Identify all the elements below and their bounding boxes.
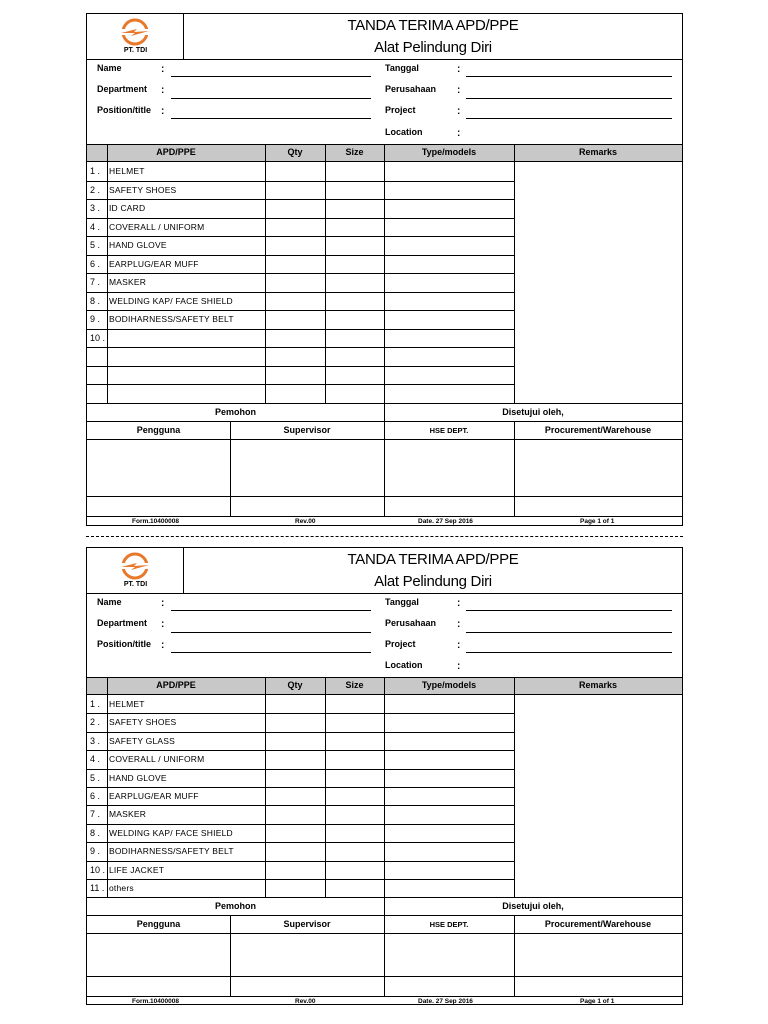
item-number: 7 . — [90, 809, 101, 820]
name-field-label: Name — [97, 597, 122, 607]
form-header — [87, 548, 682, 594]
item-name: LIFE JACKET — [109, 864, 165, 875]
item-qty-cell[interactable] — [265, 329, 325, 348]
perusahaan-field-colon: : — [457, 619, 461, 630]
item-qty-cell[interactable] — [265, 769, 325, 787]
col-divider — [325, 677, 326, 897]
location-field-label: Location — [385, 660, 423, 670]
procurement-signature-box[interactable] — [515, 934, 682, 976]
item-number: 5 . — [90, 772, 101, 783]
item-type-cell[interactable] — [384, 861, 514, 879]
item-qty-cell[interactable] — [265, 292, 325, 311]
item-qty-cell[interactable] — [265, 255, 325, 274]
item-qty-cell[interactable] — [265, 861, 325, 879]
project-field-colon: : — [457, 640, 461, 651]
item-type-cell[interactable] — [384, 162, 514, 181]
form-subtitle: Alat Pelindung Diri — [374, 573, 492, 590]
name-field-colon: : — [161, 64, 165, 75]
perusahaan-field-input[interactable] — [466, 98, 672, 99]
footer-revision: Rev.00 — [295, 518, 316, 525]
position-field-label: Position/title — [97, 639, 151, 649]
item-qty-cell[interactable] — [265, 750, 325, 768]
position-field-input[interactable] — [171, 652, 371, 653]
procurement-label: Procurement/Warehouse — [544, 919, 652, 930]
item-size-cell[interactable] — [325, 218, 384, 237]
remarks-cell[interactable] — [515, 162, 682, 403]
pengguna-signature-box[interactable] — [88, 934, 230, 976]
item-type-cell[interactable] — [384, 329, 514, 348]
tanggal-field-colon: : — [457, 64, 461, 75]
item-size-cell[interactable] — [325, 384, 384, 403]
item-qty-cell[interactable] — [265, 181, 325, 200]
item-size-cell[interactable] — [325, 292, 384, 311]
col-header-type: Type/models — [421, 147, 477, 157]
col-divider — [384, 677, 385, 897]
item-name: HAND GLOVE — [109, 240, 167, 250]
col-divider — [514, 144, 515, 403]
col-divider — [514, 677, 515, 897]
item-name: EARPLUG/EAR MUFF — [109, 791, 199, 801]
item-size-cell[interactable] — [325, 273, 384, 292]
item-type-cell[interactable] — [384, 732, 514, 750]
item-number: 8 . — [90, 295, 101, 306]
item-qty-cell[interactable] — [265, 879, 325, 897]
item-name: COVERALL / UNIFORM — [109, 221, 205, 232]
ppe-form-2 — [86, 547, 683, 1005]
footer-revision: Rev.00 — [295, 998, 316, 1005]
footer-date: Date. 27 Sep 2016 — [418, 518, 473, 525]
item-qty-cell[interactable] — [265, 347, 325, 366]
tanggal-field-input[interactable] — [466, 76, 672, 77]
item-name: SAFETY SHOES — [109, 717, 177, 728]
name-field-label: Name — [97, 63, 122, 73]
item-size-cell[interactable] — [325, 732, 384, 750]
department-field-label: Department — [97, 84, 148, 94]
item-name: HAND GLOVE — [109, 772, 167, 783]
item-size-cell[interactable] — [325, 805, 384, 823]
supervisor-label: Supervisor — [283, 424, 331, 435]
company-logo — [87, 548, 184, 593]
pemohon-label: Pemohon — [214, 406, 256, 417]
item-qty-cell[interactable] — [265, 366, 325, 385]
location-field-colon: : — [457, 128, 461, 139]
item-number: 10 . — [90, 332, 106, 343]
pengguna-label: Pengguna — [136, 424, 181, 435]
item-name: SAFETY GLASS — [109, 735, 176, 746]
item-size-cell[interactable] — [325, 255, 384, 274]
hse-label: HSE DEPT. — [429, 920, 469, 930]
form-subtitle: Alat Pelindung Diri — [374, 39, 492, 56]
pengguna-label: Pengguna — [136, 919, 181, 930]
col-header-remarks: Remarks — [578, 147, 618, 157]
footer-top-line — [87, 516, 682, 517]
project-field-label: Project — [385, 105, 416, 115]
item-qty-cell[interactable] — [265, 732, 325, 750]
tanggal-field-label: Tanggal — [385, 63, 419, 73]
item-size-cell[interactable] — [325, 366, 384, 385]
item-name: HELMET — [109, 166, 145, 176]
item-size-cell[interactable] — [325, 879, 384, 897]
item-name: MASKER — [109, 809, 147, 820]
position-field-input[interactable] — [171, 118, 371, 119]
item-type-cell[interactable] — [384, 347, 514, 366]
col-divider — [265, 144, 266, 403]
remarks-cell[interactable] — [515, 695, 682, 897]
department-field-colon: : — [161, 619, 165, 630]
tanggal-field-colon: : — [457, 598, 461, 609]
item-size-cell[interactable] — [325, 329, 384, 348]
item-size-cell[interactable] — [325, 861, 384, 879]
col-header-size: Size — [345, 680, 364, 690]
department-field-input[interactable] — [171, 632, 371, 633]
supervisor-signature-box[interactable] — [231, 440, 384, 497]
project-field-label: Project — [385, 639, 416, 649]
footer-date: Date. 27 Sep 2016 — [418, 998, 473, 1005]
item-type-cell[interactable] — [384, 255, 514, 274]
item-type-cell[interactable] — [384, 366, 514, 385]
col-header-size: Size — [345, 147, 364, 157]
supervisor-signature-box[interactable] — [231, 934, 384, 976]
item-qty-cell[interactable] — [265, 787, 325, 805]
project-field-colon: : — [457, 106, 461, 117]
item-name: EARPLUG/EAR MUFF — [109, 258, 199, 269]
supervisor-label: Supervisor — [283, 919, 331, 930]
item-type-cell[interactable] — [384, 292, 514, 311]
item-size-cell[interactable] — [325, 750, 384, 768]
item-number: 2 . — [90, 184, 101, 195]
perusahaan-field-colon: : — [457, 85, 461, 96]
item-number: 3 . — [90, 735, 101, 746]
item-number: 11 . — [90, 883, 105, 893]
item-size-cell[interactable] — [325, 199, 384, 218]
item-size-cell[interactable] — [325, 787, 384, 805]
col-divider — [107, 677, 108, 897]
project-field-input[interactable] — [466, 118, 672, 119]
position-field-colon: : — [161, 106, 165, 117]
item-number: 4 . — [90, 754, 101, 765]
item-type-cell[interactable] — [384, 236, 514, 255]
item-number: 9 . — [90, 314, 101, 324]
item-name: HELMET — [109, 699, 145, 709]
position-field-colon: : — [161, 640, 165, 651]
item-type-cell[interactable] — [384, 879, 514, 897]
hse-label: HSE DEPT. — [429, 425, 469, 435]
procurement-signature-box[interactable] — [515, 440, 682, 497]
item-number: 3 . — [90, 203, 101, 213]
item-name: WELDING KAP/ FACE SHIELD — [109, 827, 233, 838]
item-type-cell[interactable] — [384, 842, 514, 860]
item-name: ID CARD — [109, 203, 146, 213]
footer-form-number: Form.10400008 — [132, 518, 179, 525]
item-qty-cell[interactable] — [265, 162, 325, 181]
item-number: 7 . — [90, 277, 101, 287]
item-size-cell[interactable] — [325, 695, 384, 713]
disetujui-label: Disetujui oleh, — [502, 901, 564, 912]
name-field-input[interactable] — [171, 610, 371, 611]
item-qty-cell[interactable] — [265, 236, 325, 255]
item-qty-cell[interactable] — [265, 842, 325, 860]
department-field-label: Department — [97, 618, 148, 628]
item-type-cell[interactable] — [384, 218, 514, 237]
company-name: PT. TDI — [123, 47, 148, 54]
item-qty-cell[interactable] — [265, 824, 325, 842]
item-number: 4 . — [90, 221, 101, 232]
tanggal-field-label: Tanggal — [385, 597, 419, 607]
item-qty-cell[interactable] — [265, 273, 325, 292]
item-number: 6 . — [90, 258, 101, 269]
department-field-input[interactable] — [171, 98, 371, 99]
item-size-cell[interactable] — [325, 347, 384, 366]
col-header-qty: Qty — [287, 147, 303, 157]
item-size-cell[interactable] — [325, 842, 384, 860]
item-number: 9 . — [90, 846, 101, 857]
footer-form-number: Form.10400008 — [132, 998, 179, 1005]
item-size-cell[interactable] — [325, 181, 384, 200]
item-name: BODIHARNESS/SAFETY BELT — [109, 314, 234, 324]
pengguna-signature-box[interactable] — [88, 440, 230, 497]
footer-top-line — [87, 996, 682, 997]
item-qty-cell[interactable] — [265, 713, 325, 731]
location-field-colon: : — [457, 661, 461, 672]
item-type-cell[interactable] — [384, 199, 514, 218]
hse-signature-box[interactable] — [385, 934, 514, 976]
position-field-label: Position/title — [97, 105, 151, 115]
item-type-cell[interactable] — [384, 695, 514, 713]
item-qty-cell[interactable] — [265, 384, 325, 403]
name-field-colon: : — [161, 598, 165, 609]
col-divider — [384, 144, 385, 403]
col-header-apd: APD/PPE — [156, 147, 196, 157]
form-title: TANDA TERIMA APD/PPE — [347, 551, 519, 568]
item-type-cell[interactable] — [384, 824, 514, 842]
item-size-cell[interactable] — [325, 713, 384, 731]
col-header-apd: APD/PPE — [156, 680, 196, 690]
pemohon-label: Pemohon — [214, 901, 256, 912]
perusahaan-field-label: Perusahaan — [385, 618, 437, 628]
project-field-input[interactable] — [466, 652, 672, 653]
item-type-cell[interactable] — [384, 769, 514, 787]
item-size-cell[interactable] — [325, 310, 384, 329]
item-qty-cell[interactable] — [265, 218, 325, 237]
procurement-label: Procurement/Warehouse — [544, 424, 652, 435]
cut-line — [86, 536, 683, 537]
company-name: PT. TDI — [123, 581, 148, 588]
item-name: WELDING KAP/ FACE SHIELD — [109, 295, 233, 306]
perusahaan-field-input[interactable] — [466, 632, 672, 633]
item-type-cell[interactable] — [384, 713, 514, 731]
item-name: BODIHARNESS/SAFETY BELT — [109, 846, 234, 857]
lightning-logo-icon — [117, 17, 153, 47]
item-name: others — [109, 883, 134, 893]
name-field-input[interactable] — [171, 76, 371, 77]
item-number: 1 . — [90, 166, 101, 176]
form-title: TANDA TERIMA APD/PPE — [347, 17, 519, 34]
item-name: COVERALL / UNIFORM — [109, 754, 205, 765]
item-size-cell[interactable] — [325, 236, 384, 255]
item-type-cell[interactable] — [384, 273, 514, 292]
tanggal-field-input[interactable] — [466, 610, 672, 611]
item-qty-cell[interactable] — [265, 695, 325, 713]
col-divider — [107, 144, 108, 403]
footer-page: Page 1 of 1 — [580, 998, 615, 1005]
item-type-cell[interactable] — [384, 384, 514, 403]
location-field-label: Location — [385, 127, 423, 137]
item-qty-cell[interactable] — [265, 310, 325, 329]
item-number: 1 . — [90, 699, 101, 709]
item-type-cell[interactable] — [384, 750, 514, 768]
item-qty-cell[interactable] — [265, 805, 325, 823]
col-divider — [325, 144, 326, 403]
disetujui-label: Disetujui oleh, — [502, 406, 564, 417]
item-size-cell[interactable] — [325, 824, 384, 842]
lightning-logo-icon — [117, 551, 153, 581]
item-name: SAFETY SHOES — [109, 184, 177, 195]
perusahaan-field-label: Perusahaan — [385, 84, 437, 94]
company-logo — [87, 14, 184, 59]
item-size-cell[interactable] — [325, 162, 384, 181]
ppe-form-1 — [86, 13, 683, 526]
col-header-remarks: Remarks — [578, 680, 618, 690]
col-divider — [265, 677, 266, 897]
item-type-cell[interactable] — [384, 787, 514, 805]
item-qty-cell[interactable] — [265, 199, 325, 218]
hse-signature-box[interactable] — [385, 440, 514, 497]
col-header-type: Type/models — [421, 680, 477, 690]
item-number: 2 . — [90, 717, 101, 728]
item-name: MASKER — [109, 277, 147, 287]
item-type-cell[interactable] — [384, 181, 514, 200]
department-field-colon: : — [161, 85, 165, 96]
item-number: 10 . — [90, 864, 106, 875]
item-number: 6 . — [90, 791, 101, 801]
item-number: 8 . — [90, 827, 101, 838]
form-header — [87, 14, 682, 60]
item-type-cell[interactable] — [384, 805, 514, 823]
item-number: 5 . — [90, 240, 101, 250]
footer-page: Page 1 of 1 — [580, 518, 615, 525]
col-header-qty: Qty — [287, 680, 303, 690]
item-size-cell[interactable] — [325, 769, 384, 787]
item-type-cell[interactable] — [384, 310, 514, 329]
